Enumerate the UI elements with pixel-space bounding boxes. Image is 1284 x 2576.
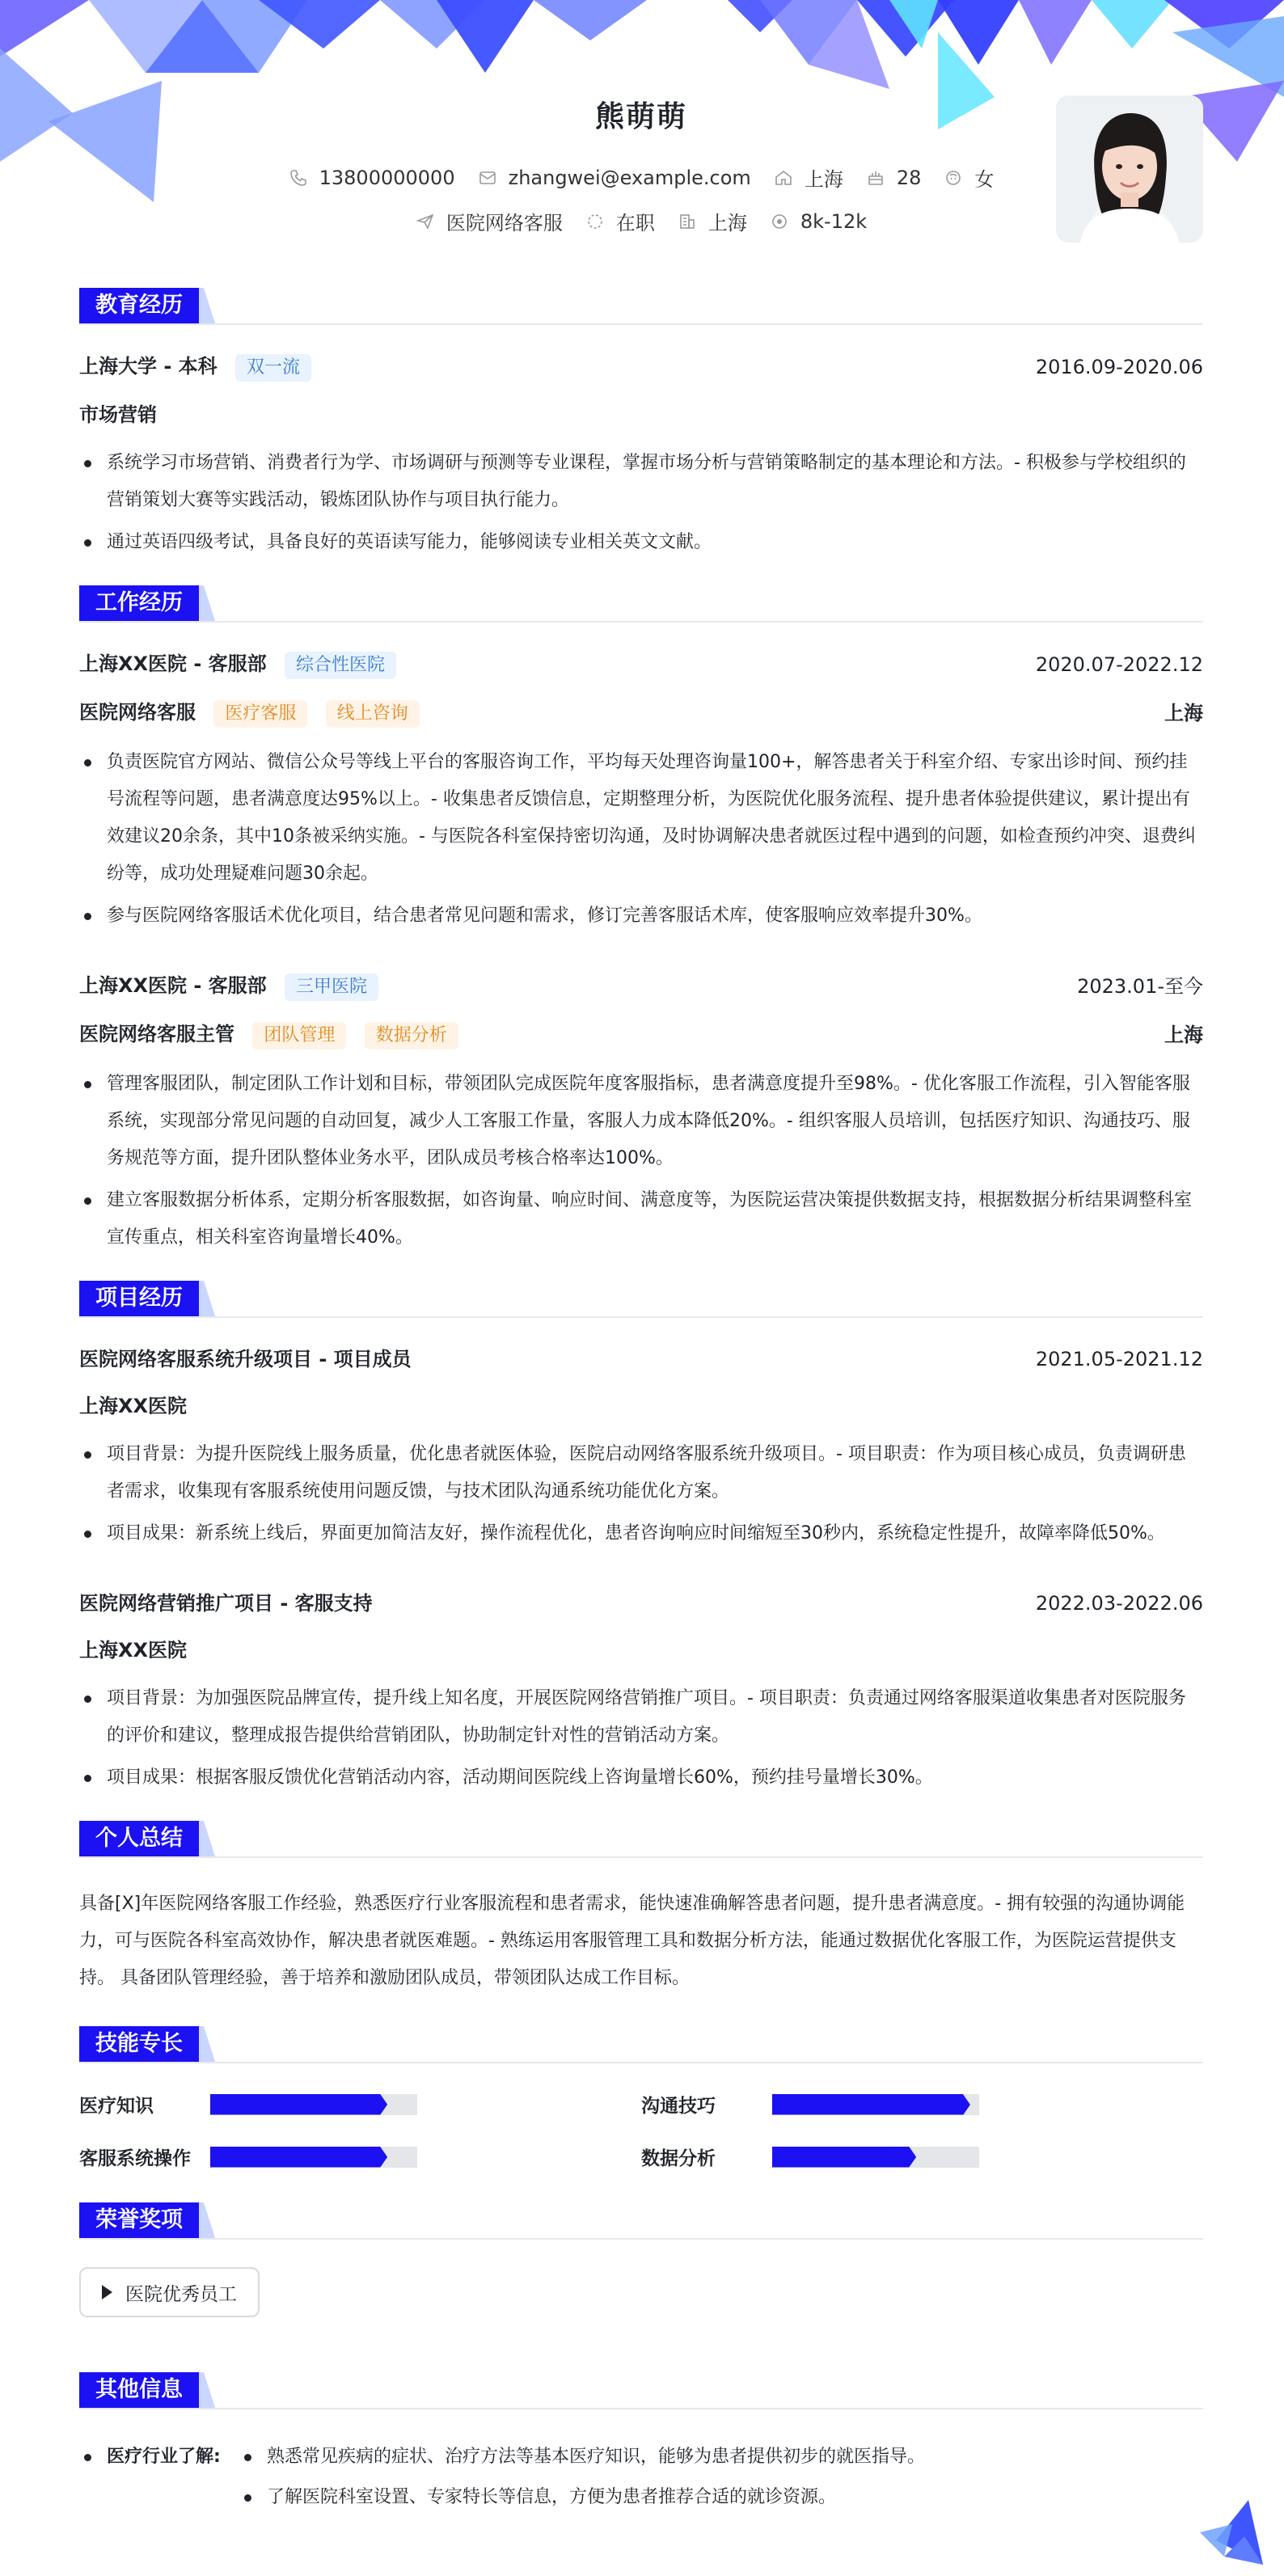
projects-heading xyxy=(79,1281,1203,1318)
list-item: 负责医院官方网站、微信公众号等线上平台的客服咨询工作，平均每天处理咨询量100+，解答患者关于科室介绍、专家出诊时间、预约挂号流程等问题，患者满意度达95%以上。- 收集患者反馈信息，定期整理分析，为医院优化服务流程、提升患者体验提供建议，累计提出有效建议20余条，其中10条被采纳实施。- 与医院各科室保持密切沟通，及时协调解决患者就医过程中遇到的问题，如检查预约冲突、退费纠纷等，成功处理疑难问题30余起。 xyxy=(79,744,1203,893)
summary-section xyxy=(79,1821,1203,1997)
honors-section xyxy=(79,2202,1203,2353)
work-date: 2023.01-至今 xyxy=(1077,975,1203,998)
project-org: 上海XX医院 xyxy=(79,1639,188,1662)
city-item xyxy=(774,163,843,192)
work-location: 上海 xyxy=(1164,1024,1203,1046)
intent-row xyxy=(79,207,1203,235)
work-city-text: 上海 xyxy=(707,212,747,234)
work-entry xyxy=(79,972,1203,1256)
list-item: 项目成果：新系统上线后，界面更加简洁友好，操作流程优化，患者咨询响应时间缩短至30秒内，系统稳定性提升，故障率降低50%。 xyxy=(79,1515,1203,1552)
work-section xyxy=(79,585,1203,1256)
role-tag: 医疗客服 xyxy=(213,700,307,728)
skill-item xyxy=(79,2091,641,2118)
skill-fill xyxy=(210,2147,380,2168)
list-item: 建立客服数据分析体系，定期分析客服数据，如咨询量、响应时间、满意度等，为医院运营决策提供数据支持，根据数据分析结果调整科室宣传重点，相关科室咨询量增长40%。 xyxy=(79,1182,1203,1256)
school-tag: 双一流 xyxy=(235,354,311,382)
section-tail-decoration xyxy=(199,2026,218,2062)
position-text: 医院网络客服 xyxy=(446,212,563,234)
list-item: 参与医院网络客服话术优化项目，结合患者常见问题和需求，修订完善客服话术库，使客服响应效率提升30%。 xyxy=(79,897,1203,935)
role-tag: 团队管理 xyxy=(252,1022,346,1049)
email-text: zhangwei@example.com xyxy=(508,166,751,189)
project-org: 上海XX医院 xyxy=(79,1395,188,1417)
send-icon xyxy=(416,212,435,231)
work-city-item xyxy=(678,207,747,235)
project-name: 医院网络营销推广项目 - 客服支持 xyxy=(79,1592,373,1615)
skills-heading xyxy=(79,2026,1203,2063)
project-name: 医院网络客服系统升级项目 - 项目成员 xyxy=(79,1348,412,1370)
project-date: 2022.03-2022.06 xyxy=(1035,1592,1203,1615)
role-row xyxy=(79,699,1203,728)
mail-icon xyxy=(478,168,497,188)
status-icon xyxy=(585,212,605,231)
section-title: 教育经历 xyxy=(79,288,199,323)
skill-bar xyxy=(210,2147,417,2168)
summary-heading xyxy=(79,1821,1203,1858)
section-title: 个人总结 xyxy=(79,1821,199,1856)
project-org-row xyxy=(79,1392,1203,1420)
project-entry xyxy=(79,1590,1203,1797)
role-tag: 线上咨询 xyxy=(326,700,420,728)
skills-section xyxy=(79,2026,1203,2170)
list-item: 系统学习市场营销、消费者行为学、市场调研与预测等专业课程，掌握市场分析与营销策略制定的基本理论和方法。- 积极参与学校组织的营销策划大赛等实践活动，锻炼团队协作与项目执行能力。 xyxy=(79,445,1203,519)
major-row xyxy=(79,401,1203,429)
list-item: 项目背景：为加强医院品牌宣传，提升线上知名度，开展医院网络营销推广项目。- 项目职责：负责通过网络客服渠道收集患者对医院服务的评价和建议，整理成报告提供给营销团队，协助制定针对性的营销活动方案。 xyxy=(79,1680,1203,1755)
company-tag: 综合性医院 xyxy=(285,652,396,679)
other-label: 医疗行业了解: xyxy=(79,2437,239,2518)
section-tail-decoration xyxy=(199,2202,218,2238)
company-row xyxy=(79,972,1203,1001)
work-bullets xyxy=(79,1066,1203,1256)
project-org-row xyxy=(79,1636,1203,1664)
section-title: 技能专长 xyxy=(79,2026,199,2062)
list-item: 管理客服团队，制定团队工作计划和目标，带领团队完成医院年度客服指标，患者满意度提升至98%。- 优化客服工作流程，引入智能客服系统，实现部分常见问题的自动回复，减少人工客服工作量，客服人力成本降低20%。- 组织客服人员培训，包括医疗知识、沟通技巧、服务规范等方面，提升团队整体业务水平，团队成员考核合格率达100%。 xyxy=(79,1066,1203,1177)
play-icon xyxy=(102,2285,112,2299)
role-name: 医院网络客服主管 xyxy=(79,1023,234,1045)
phone-icon xyxy=(289,168,308,188)
section-title: 工作经历 xyxy=(79,585,199,621)
project-date: 2021.05-2021.12 xyxy=(1035,1348,1203,1370)
list-item: 项目背景：为提升医院线上服务质量，优化患者就医体验，医院启动网络客服系统升级项目。- 项目职责：作为项目核心成员，负责调研患者需求，收集现有客服系统使用问题反馈，与技术团队沟通系统功能优化方案。 xyxy=(79,1436,1203,1510)
avatar xyxy=(1056,95,1203,243)
salary-text: 8k-12k xyxy=(800,209,868,233)
other-bullets xyxy=(239,2437,925,2518)
award-badge xyxy=(79,2267,260,2317)
list-item: 熟悉常见疾病的症状、治疗方法等基本医疗知识，能够为患者提供初步的就医指导。 xyxy=(239,2437,925,2477)
salary-item xyxy=(770,210,867,233)
education-bullets xyxy=(79,445,1203,561)
work-heading xyxy=(79,585,1203,623)
project-entry xyxy=(79,1345,1203,1552)
education-entry xyxy=(79,353,1203,561)
company-name: 上海XX医院 - 客服部 xyxy=(79,652,267,675)
project-bullets xyxy=(79,1680,1203,1797)
skill-name: 数据分析 xyxy=(641,2148,716,2169)
section-title: 项目经历 xyxy=(79,1281,199,1316)
company-tag: 三甲医院 xyxy=(285,973,378,1001)
gender-icon xyxy=(944,168,963,188)
work-location: 上海 xyxy=(1164,702,1203,724)
home-icon xyxy=(774,168,793,188)
phone-item xyxy=(289,167,455,189)
work-date: 2020.07-2022.12 xyxy=(1035,653,1203,676)
skill-bar xyxy=(772,2094,979,2115)
skills-grid xyxy=(79,2091,1203,2170)
contact-row xyxy=(79,163,1203,192)
skill-item xyxy=(641,2143,1203,2170)
education-row xyxy=(79,353,1203,382)
skill-name: 客服系统操作 xyxy=(79,2148,191,2169)
list-item: 了解医院科室设置、专家特长等信息，方便为患者推荐合适的就诊资源。 xyxy=(239,2477,925,2518)
work-bullets xyxy=(79,744,1203,935)
list-item: 项目成果：根据客服反馈优化营销活动内容，活动期间医院线上咨询量增长60%，预约挂号量增长30%。 xyxy=(79,1759,1203,1797)
other-section xyxy=(79,2372,1203,2518)
section-tail-decoration xyxy=(199,1281,218,1316)
candidate-name: 熊萌萌 xyxy=(594,100,687,133)
summary-text: 具备[X]年医院网络客服工作经验，熟悉医疗行业客服流程和患者需求，能快速准确解答患者问题，提升患者满意度。- 拥有较强的沟通协调能力，可与医院各科室高效协作，解决患者就医难题。- 熟练运用客服管理工具和数据分析方法，能通过数据优化客服工作，为医院运营提供支持。 具备团队管理经验，善于培养和激励团队成员，带领团队达成工作目标。 xyxy=(79,1894,1185,1988)
phone-text: 13800000000 xyxy=(319,166,455,189)
education-date: 2016.09-2020.06 xyxy=(1035,356,1203,378)
email-item xyxy=(478,167,751,189)
section-title: 其他信息 xyxy=(79,2372,199,2408)
gender-item xyxy=(944,163,994,192)
section-tail-decoration xyxy=(199,2372,218,2408)
education-section xyxy=(79,288,1203,561)
section-tail-decoration xyxy=(199,1821,218,1856)
age-text: 28 xyxy=(896,166,922,189)
role-row xyxy=(79,1020,1203,1049)
project-bullets xyxy=(79,1436,1203,1552)
company-row xyxy=(79,650,1203,679)
honors-heading xyxy=(79,2202,1203,2240)
age-item xyxy=(866,167,922,189)
section-tail-decoration xyxy=(199,288,218,323)
company-name: 上海XX医院 - 客服部 xyxy=(79,974,267,997)
profile-header xyxy=(79,0,1203,267)
salary-icon xyxy=(770,212,789,231)
skill-item xyxy=(641,2091,1203,2118)
school-name: 上海大学 - 本科 xyxy=(79,355,218,378)
skill-fill xyxy=(772,2147,909,2168)
skill-fill xyxy=(210,2094,380,2115)
skill-item xyxy=(79,2143,641,2170)
role-tag: 数据分析 xyxy=(365,1022,458,1049)
status-item xyxy=(585,207,655,235)
projects-section xyxy=(79,1281,1203,1797)
other-heading xyxy=(79,2372,1203,2409)
city-text: 上海 xyxy=(804,168,843,191)
skill-fill xyxy=(772,2094,963,2115)
work-entry xyxy=(79,650,1203,935)
skill-name: 沟通技巧 xyxy=(641,2096,716,2117)
project-row xyxy=(79,1590,1203,1617)
resume-page xyxy=(79,0,1203,2518)
gender-text: 女 xyxy=(974,168,995,191)
section-tail-decoration xyxy=(199,585,218,621)
list-item: 通过英语四级考试，具备良好的英语读写能力，能够阅读专业相关英文文献。 xyxy=(79,524,1203,561)
skill-bar xyxy=(210,2094,417,2115)
age-icon xyxy=(866,168,885,188)
skill-bar xyxy=(772,2147,979,2168)
status-text: 在职 xyxy=(615,212,655,234)
project-row xyxy=(79,1345,1203,1373)
footer-decoration xyxy=(1200,2500,1263,2565)
education-heading xyxy=(79,288,1203,325)
skill-name: 医疗知识 xyxy=(79,2096,154,2117)
position-item xyxy=(416,207,563,235)
section-title: 荣誉奖项 xyxy=(79,2202,199,2238)
role-name: 医院网络客服 xyxy=(79,701,196,724)
major-name: 市场营销 xyxy=(79,403,157,426)
other-info xyxy=(79,2437,1203,2518)
award-name: 医院优秀员工 xyxy=(125,2283,237,2305)
building-icon xyxy=(678,212,697,231)
